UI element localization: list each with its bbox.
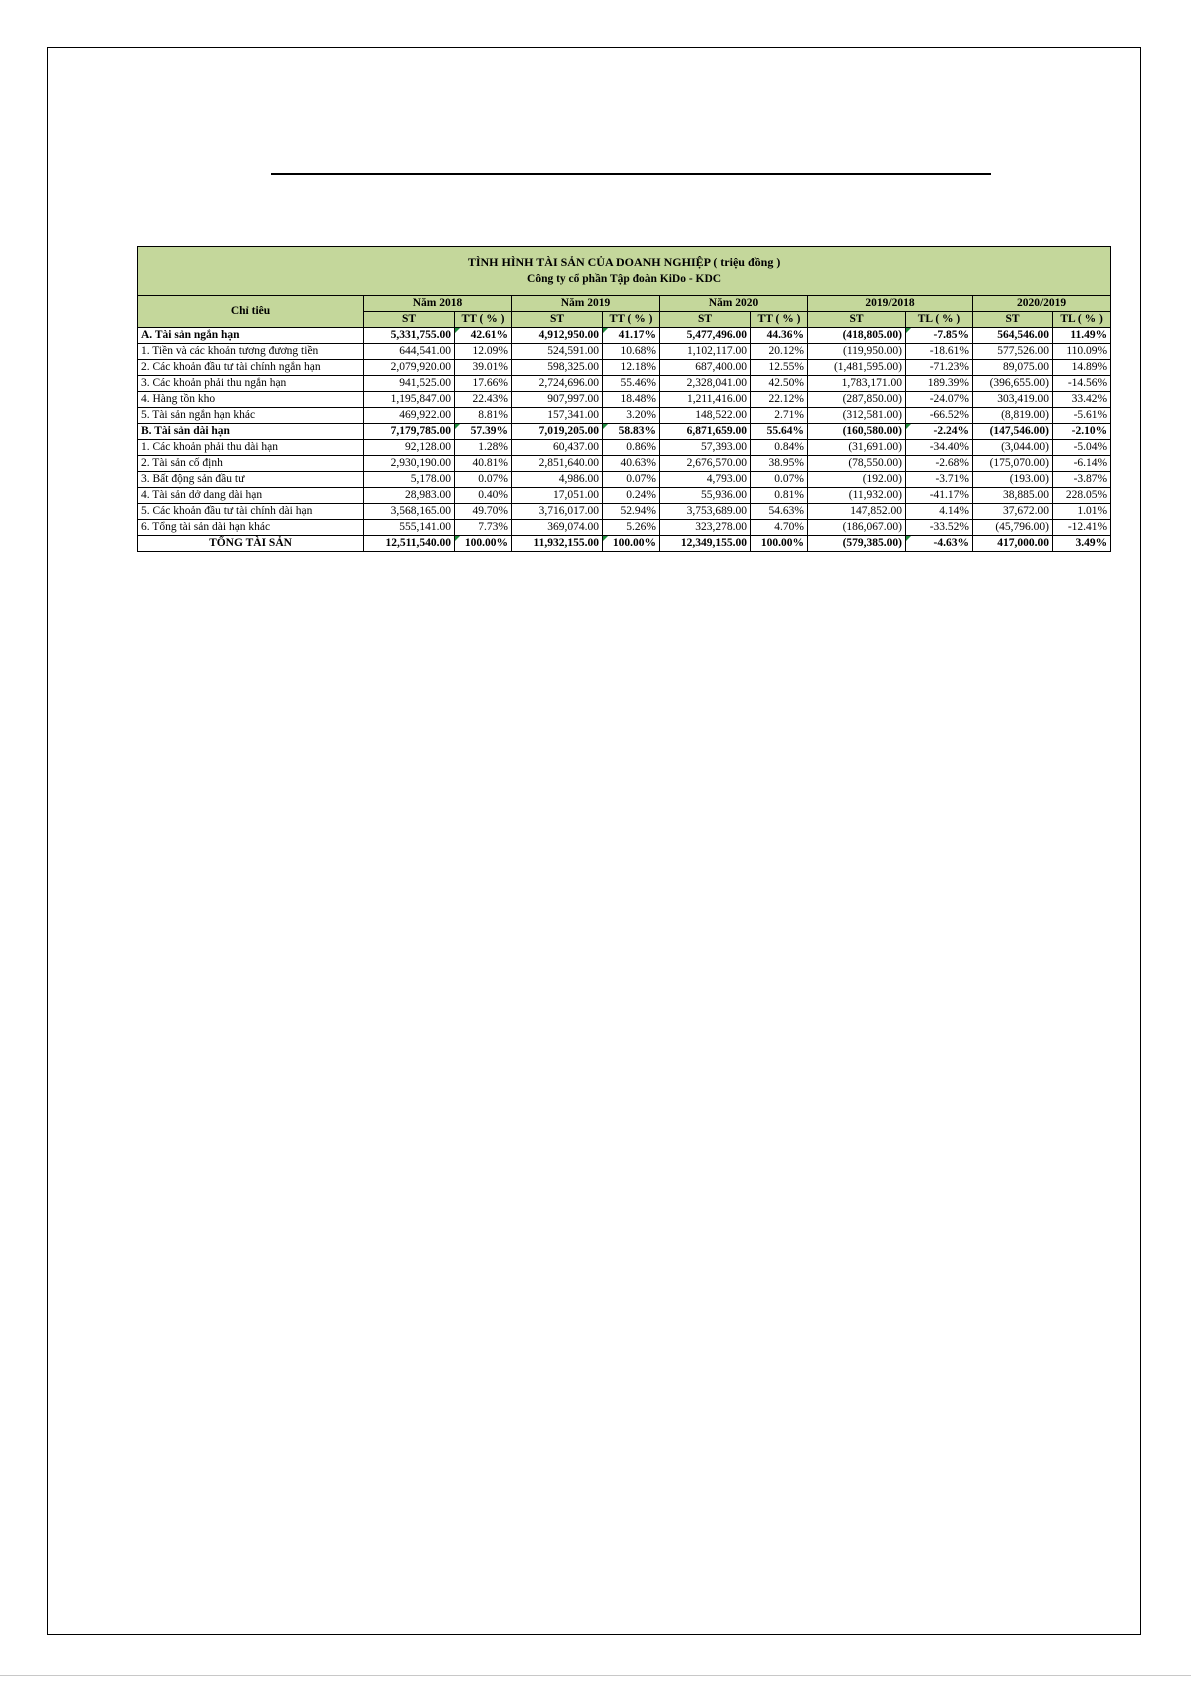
row-value-cell: 92,128.00 [364,440,455,456]
row-value-cell: 1,783,171.00 [808,376,906,392]
row-value-cell: 38,885.00 [973,488,1053,504]
row-value-cell: 1.28% [455,440,512,456]
row-value-cell: (418,805.00) [808,328,906,344]
row-value-cell: (287,850.00) [808,392,906,408]
row-value-cell: 57.39% [455,424,512,440]
row-label: 2. Tài sản cố định [138,456,364,472]
row-value-cell: 44.36% [751,328,808,344]
row-value-cell: 598,325.00 [512,360,603,376]
row-value-cell: 3,716,017.00 [512,504,603,520]
row-value-cell: (192.00) [808,472,906,488]
row-value-cell: 49.70% [455,504,512,520]
row-value-cell: 148,522.00 [660,408,751,424]
table-row [138,408,1111,424]
row-value-cell: 5.26% [603,520,660,536]
row-value-cell: 55.46% [603,376,660,392]
row-value-cell: 110.09% [1053,344,1111,360]
row-value-cell: 147,852.00 [808,504,906,520]
row-value-cell: (31,691.00) [808,440,906,456]
row-value-cell: 369,074.00 [512,520,603,536]
row-label: 1. Tiền và các khoản tương đương tiền [138,344,364,360]
subheader-cell: TL ( % ) [906,312,973,328]
row-value-cell: -7.85% [906,328,973,344]
row-value-cell: -24.07% [906,392,973,408]
row-label: 6. Tổng tài sản dài hạn khác [138,520,364,536]
row-value-cell: 0.81% [751,488,808,504]
row-value-cell: 941,525.00 [364,376,455,392]
row-value-cell: 5,178.00 [364,472,455,488]
table-row [138,472,1111,488]
row-value-cell: 0.07% [603,472,660,488]
row-value-cell: 22.43% [455,392,512,408]
table-title: TÌNH HÌNH TÀI SẢN CỦA DOANH NGHIỆP ( triệu đồng ) [467,255,781,269]
row-value-cell: 7.73% [455,520,512,536]
row-value-cell: 11,932,155.00 [512,536,603,552]
row-value-cell: 12.18% [603,360,660,376]
subheader-cell: TT ( % ) [603,312,660,328]
header-group-2020-2019: 2020/2019 [973,296,1111,312]
table-row [138,392,1111,408]
row-value-cell: 2,328,041.00 [660,376,751,392]
table-row [138,536,1111,552]
row-value-cell: 55.64% [751,424,808,440]
row-value-cell: 3.20% [603,408,660,424]
row-value-cell: 100.00% [603,536,660,552]
table-row [138,424,1111,440]
row-value-cell: 577,526.00 [973,344,1053,360]
row-value-cell: 4.70% [751,520,808,536]
row-value-cell: 417,000.00 [973,536,1053,552]
row-value-cell: 0.07% [455,472,512,488]
row-value-cell: (312,581.00) [808,408,906,424]
row-value-cell: 12,511,540.00 [364,536,455,552]
row-value-cell: (175,070.00) [973,456,1053,472]
row-label: B. Tài sản dài hạn [138,424,364,440]
row-label: 1. Các khoản phải thu dài hạn [138,440,364,456]
row-value-cell: 3,753,689.00 [660,504,751,520]
row-value-cell: 42.61% [455,328,512,344]
row-value-cell: 4,912,950.00 [512,328,603,344]
heading-rule [271,173,991,175]
row-value-cell: 303,419.00 [973,392,1053,408]
row-value-cell: 10.68% [603,344,660,360]
row-value-cell: 18.48% [603,392,660,408]
row-value-cell: 907,997.00 [512,392,603,408]
row-value-cell: -3.87% [1053,472,1111,488]
row-label: TỔNG TÀI SẢN [138,536,364,552]
row-value-cell: 40.81% [455,456,512,472]
row-value-cell: -2.10% [1053,424,1111,440]
row-value-cell: 7,179,785.00 [364,424,455,440]
row-label: 5. Các khoản đầu tư tài chính dài hạn [138,504,364,520]
row-value-cell: 17.66% [455,376,512,392]
row-value-cell: 42.50% [751,376,808,392]
row-value-cell: -12.41% [1053,520,1111,536]
row-value-cell: 100.00% [455,536,512,552]
row-value-cell: 3,568,165.00 [364,504,455,520]
table-row [138,456,1111,472]
row-value-cell: 157,341.00 [512,408,603,424]
row-value-cell: 3.49% [1053,536,1111,552]
row-value-cell: (186,067.00) [808,520,906,536]
row-value-cell: 55,936.00 [660,488,751,504]
row-value-cell: (3,044.00) [973,440,1053,456]
row-value-cell: (147,546.00) [973,424,1053,440]
asset-table-container [137,246,1110,552]
row-value-cell: 12,349,155.00 [660,536,751,552]
page-bottom-edge [0,1675,1191,1676]
row-value-cell: 4,793.00 [660,472,751,488]
subheader-cell: TT ( % ) [751,312,808,328]
row-label: 4. Hàng tồn kho [138,392,364,408]
row-value-cell: 2,724,696.00 [512,376,603,392]
row-value-cell: 0.86% [603,440,660,456]
row-value-cell: 11.49% [1053,328,1111,344]
table-row [138,440,1111,456]
row-value-cell: -2.68% [906,456,973,472]
row-value-cell: 644,541.00 [364,344,455,360]
table-body [138,328,1111,552]
row-label: 2. Các khoản đầu tư tài chính ngắn hạn [138,360,364,376]
row-value-cell: 228.05% [1053,488,1111,504]
row-value-cell: 564,546.00 [973,328,1053,344]
row-value-cell: -5.61% [1053,408,1111,424]
row-value-cell: (45,796.00) [973,520,1053,536]
subheader-cell: ST [512,312,603,328]
row-value-cell: 89,075.00 [973,360,1053,376]
row-value-cell: 2,851,640.00 [512,456,603,472]
row-value-cell: 323,278.00 [660,520,751,536]
row-value-cell: 0.84% [751,440,808,456]
row-value-cell: 22.12% [751,392,808,408]
row-value-cell: (396,655.00) [973,376,1053,392]
row-value-cell: 28,983.00 [364,488,455,504]
row-value-cell: 524,591.00 [512,344,603,360]
row-value-cell: -14.56% [1053,376,1111,392]
row-value-cell: 41.17% [603,328,660,344]
table-row [138,376,1111,392]
row-value-cell: 2.71% [751,408,808,424]
row-value-cell: 6,871,659.00 [660,424,751,440]
row-value-cell: 38.95% [751,456,808,472]
table-subtitle: Công ty cổ phần Tập đoàn KiDo - KDC [527,273,722,285]
row-value-cell: (8,819.00) [973,408,1053,424]
row-value-cell: -18.61% [906,344,973,360]
row-value-cell: (193.00) [973,472,1053,488]
row-label: 4. Tài sản dở dang dài hạn [138,488,364,504]
row-value-cell: (160,580.00) [808,424,906,440]
row-value-cell: 469,922.00 [364,408,455,424]
row-value-cell: 12.55% [751,360,808,376]
header-group-2018: Năm 2018 [364,296,512,312]
subheader-cell: TL ( % ) [1053,312,1111,328]
header-group-2019-2018: 2019/2018 [808,296,973,312]
row-value-cell: 37,672.00 [973,504,1053,520]
row-value-cell: 100.00% [751,536,808,552]
row-value-cell: 5,331,755.00 [364,328,455,344]
table-row [138,520,1111,536]
table-row [138,504,1111,520]
header-indicator: Chỉ tiêu [138,296,364,328]
row-value-cell: -34.40% [906,440,973,456]
row-value-cell: 17,051.00 [512,488,603,504]
row-value-cell: (11,932.00) [808,488,906,504]
row-value-cell: 555,141.00 [364,520,455,536]
row-value-cell: (78,550.00) [808,456,906,472]
row-value-cell: 2,676,570.00 [660,456,751,472]
row-value-cell: 12.09% [455,344,512,360]
row-value-cell: 52.94% [603,504,660,520]
row-label: 5. Tài sản ngắn hạn khác [138,408,364,424]
row-value-cell: 0.07% [751,472,808,488]
row-value-cell: 4,986.00 [512,472,603,488]
row-value-cell: -4.63% [906,536,973,552]
row-value-cell: (579,385.00) [808,536,906,552]
row-value-cell: -3.71% [906,472,973,488]
table-title-block [138,247,1111,296]
row-value-cell: 14.89% [1053,360,1111,376]
row-value-cell: 20.12% [751,344,808,360]
row-value-cell: 1,195,847.00 [364,392,455,408]
row-value-cell: 54.63% [751,504,808,520]
table-row [138,360,1111,376]
row-value-cell: (119,950.00) [808,344,906,360]
subheader-cell: ST [660,312,751,328]
row-value-cell: 7,019,205.00 [512,424,603,440]
table-row [138,488,1111,504]
table-row [138,344,1111,360]
row-value-cell: 33.42% [1053,392,1111,408]
row-value-cell: 687,400.00 [660,360,751,376]
row-value-cell: 4.14% [906,504,973,520]
subheader-cell: ST [808,312,906,328]
row-value-cell: (1,481,595.00) [808,360,906,376]
row-value-cell: -6.14% [1053,456,1111,472]
row-value-cell: 189.39% [906,376,973,392]
subheader-cell: TT ( % ) [455,312,512,328]
row-value-cell: 40.63% [603,456,660,472]
row-label: 3. Các khoản phải thu ngắn hạn [138,376,364,392]
row-value-cell: 60,437.00 [512,440,603,456]
row-value-cell: 5,477,496.00 [660,328,751,344]
row-value-cell: 0.40% [455,488,512,504]
header-group-2020: Năm 2020 [660,296,808,312]
row-value-cell: -2.24% [906,424,973,440]
row-value-cell: 1,211,416.00 [660,392,751,408]
row-value-cell: 0.24% [603,488,660,504]
row-value-cell: -71.23% [906,360,973,376]
row-value-cell: 2,079,920.00 [364,360,455,376]
subheader-cell: ST [364,312,455,328]
asset-table [137,246,1111,552]
row-value-cell: 1.01% [1053,504,1111,520]
row-value-cell: -33.52% [906,520,973,536]
row-value-cell: 57,393.00 [660,440,751,456]
row-value-cell: 39.01% [455,360,512,376]
row-value-cell: 58.83% [603,424,660,440]
subheader-cell: ST [973,312,1053,328]
row-value-cell: -41.17% [906,488,973,504]
row-value-cell: 2,930,190.00 [364,456,455,472]
table-row [138,328,1111,344]
header-group-2019: Năm 2019 [512,296,660,312]
row-value-cell: -5.04% [1053,440,1111,456]
row-label: A. Tài sản ngắn hạn [138,328,364,344]
row-value-cell: 8.81% [455,408,512,424]
row-label: 3. Bất động sản đầu tư [138,472,364,488]
row-value-cell: 1,102,117.00 [660,344,751,360]
row-value-cell: -66.52% [906,408,973,424]
